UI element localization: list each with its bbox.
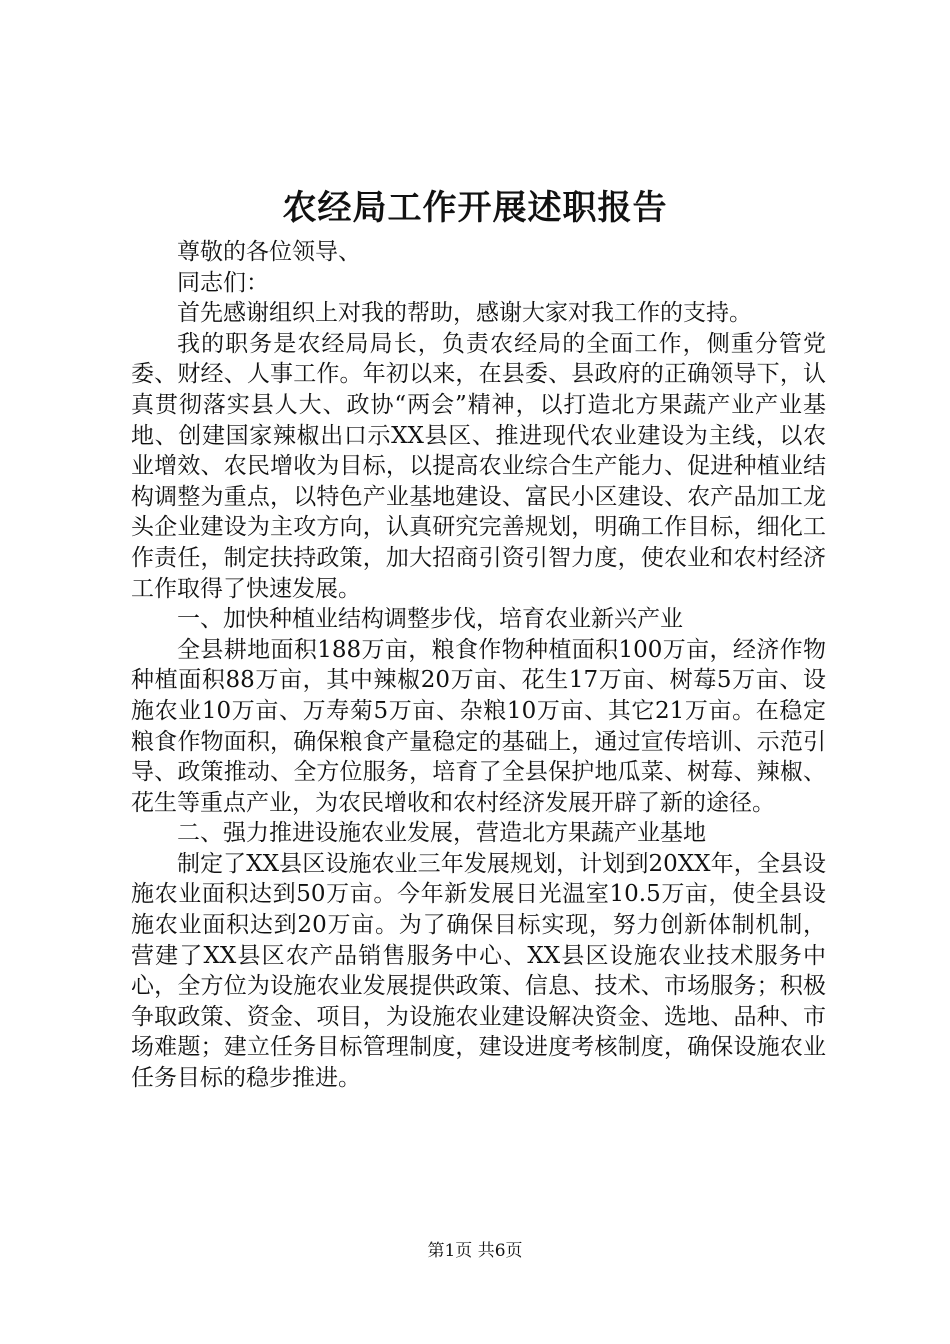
salutation-line-1: 尊敬的各位领导、 [177,239,361,265]
page-footer: 第1页 共6页 [427,1241,523,1261]
document-title: 农经局工作开展述职报告 [282,188,668,228]
salutation-line-2: 同志们： [177,269,269,296]
paragraph-section-1: 全县耕地面积188万亩，粮食作物种植面积100万亩，经济作物种植面积88万亩，其中辣椒20万亩、花生17万亩、树莓5万亩、设施农业10万亩、万寿菊5万亩、杂粮10万亩、其它21万亩。在稳定粮食作物面积，确保粮食产量稳定的基础上，通过宣传培训、示范引导、政策推动、全方位服务，培育了全县保护地瓜菜、树莓、辣椒、花生等重点产业，为农民增收和农村经济发展开辟了新的途径。 [131,636,826,816]
document-body [131,237,826,1094]
section-heading-1: 一、加快种植业结构调整步伐，培育农业新兴产业 [177,606,683,633]
section-heading-2: 二、强力推进设施农业发展，营造北方果蔬产业基地 [177,820,706,847]
paragraph-duties: 我的职务是农经局局长，负责农经局的全面工作，侧重分管党委、财经、人事工作。年初以来，在县委、县政府的正确领导下，认真贯彻落实县人大、政协“两会”精神，以打造北方果蔬产业产业基地、创建国家辣椒出口示XX县区、推进现代农业建设为主线，以农业增效、农民增收为目标，以提高农业综合生产能力、促进种植业结构调整为重点，以特色产业基地建设、富民小区建设、农产品加工龙头企业建设为主攻方向，认真研究完善规划，明确工作目标，细化工作责任，制定扶持政策，加大招商引资引智力度，使农业和农村经济工作取得了快速发展。 [131,330,826,602]
paragraph-thanks: 首先感谢组织上对我的帮助，感谢大家对我工作的支持。 [177,300,752,327]
paragraph-section-2: 制定了XX县区设施农业三年发展规划，计划到20XX年，全县设施农业面积达到50万亩。今年新发展日光温室10.5万亩，使全县设施农业面积达到20万亩。为了确保目标实现，努力创新体制机制，营建了XX县区农产品销售服务中心、XX县区设施农业技术服务中心，全方位为设施农业发展提供政策、信息、技术、市场服务；积极争取政策、资金、项目，为设施农业建设解决资金、选地、品种、市场难题；建立任务目标管理制度，建设进度考核制度，确保设施农业任务目标的稳步推进。 [131,850,826,1092]
